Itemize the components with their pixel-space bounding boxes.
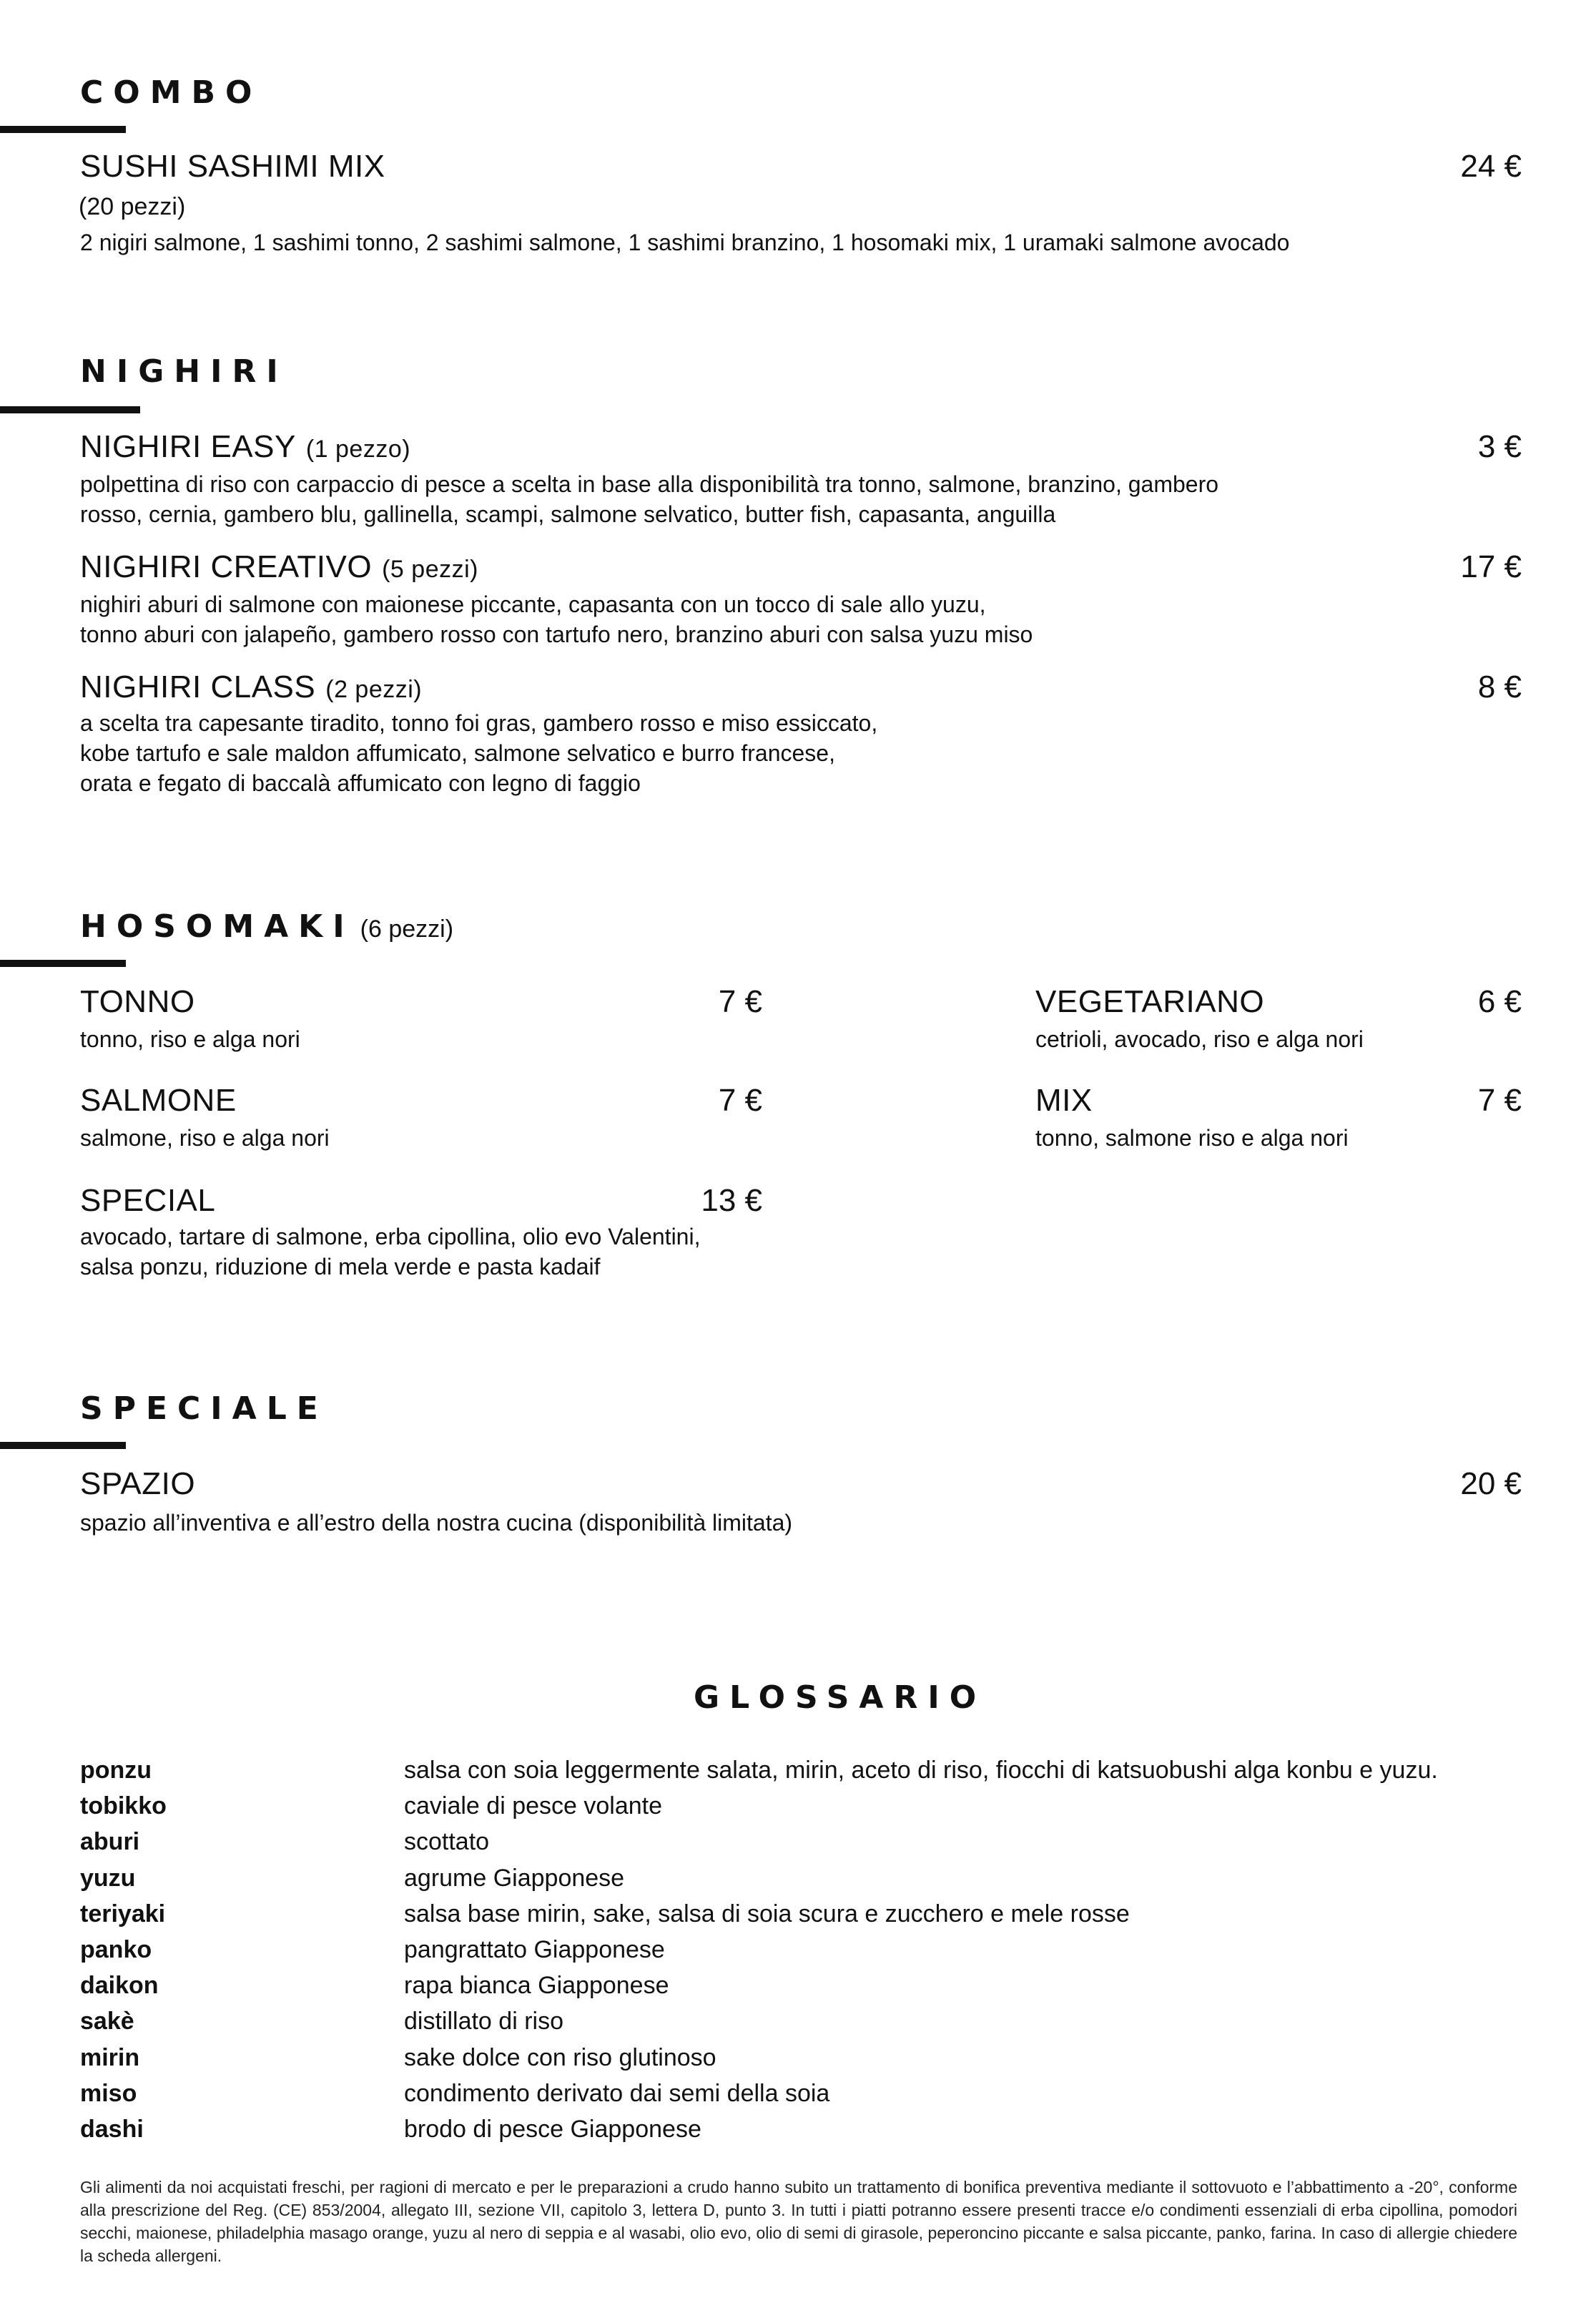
glossary-definition: pangrattato Giapponese <box>404 1936 665 1963</box>
menu-item-description: nighiri aburi di salmone con maionese piccante, capasanta con un tocco di sale allo yuzu, tonno aburi con jalapeño, gambero rosso con tartufo nero, branzino aburi con salsa yuzu miso <box>80 591 1033 647</box>
menu-item-price: 7 € <box>1477 1083 1522 1118</box>
menu-item-description: 2 nigiri salmone, 1 sashimi tonno, 2 sashimi salmone, 1 sashimi branzino, 1 hosomaki mix, 1 uramaki salmone avocado <box>80 230 1290 255</box>
glossary-definition: agrume Giapponese <box>404 1865 625 1892</box>
menu-item-name: NIGHIRI CREATIVO (5 pezzi) <box>80 549 478 584</box>
glossary-definition: sake dolce con riso glutinoso <box>404 2044 716 2071</box>
menu-item-price: 7 € <box>718 1083 762 1118</box>
section-title-combo: COMBO <box>80 74 262 111</box>
glossary-definition: caviale di pesce volante <box>404 1792 663 1820</box>
menu-item-description: polpettina di riso con carpaccio di pesce a scelta in base alla disponibilità tra tonno, salmone, branzino, gambero rosso, cernia, gambero blu, gallinella, scampi, salmone selvatico, butter fish, capasanta, anguilla <box>80 471 1219 527</box>
glossary-term: aburi <box>80 1828 140 1855</box>
menu-item-price: 17 € <box>1460 549 1522 584</box>
glossary-term: dashi <box>80 2116 144 2143</box>
menu-item-description: spazio all’inventiva e all’estro della nostra cucina (disponibilità limitata) <box>80 1510 793 1536</box>
section-note: (6 pezzi) <box>360 915 454 943</box>
menu-item-name: SALMONE <box>80 1083 237 1118</box>
menu-item-pieces: (20 pezzi) <box>79 193 186 220</box>
glossary-term: teriyaki <box>80 1900 166 1928</box>
menu-item-price: 24 € <box>1460 149 1522 184</box>
glossary-term: ponzu <box>80 1757 152 1784</box>
section-title-speciale: SPECIALE <box>80 1390 328 1427</box>
section-title-hosomaki: HOSOMAKI (6 pezzi) <box>80 908 454 945</box>
glossary-term: yuzu <box>80 1865 136 1892</box>
menu-item-price: 13 € <box>701 1183 762 1218</box>
glossary-term: miso <box>80 2080 137 2107</box>
menu-item-name: VEGETARIANO <box>1035 984 1265 1019</box>
menu-item-price: 20 € <box>1460 1466 1522 1501</box>
menu-item-description: tonno, riso e alga nori <box>80 1026 300 1052</box>
allergen-disclaimer: Gli alimenti da noi acquistati freschi, per ragioni di mercato e per le preparazioni a crudo hanno subito un trattamento di bonifica preventiva mediante il sottovuoto e l’abbattimento a -20°, conforme alla prescrizione del Reg. (CE) 853/2004, allegato III, sezione VII, capitolo 3, lettera D, punto 3. In tutti i piatti potranno essere presenti tracce e/o condimenti essenziali di erba cipollina, pomodori secchi, maionese, philadelphia masago orange, yuzu al nero di seppia e al wasabi, olio evo, olio di semi di girasole, peperoncino piccante e salsa piccante, panko, farina. In caso di allergie chiedere la scheda allergeni. <box>80 2178 1517 2265</box>
glossary-definition: brodo di pesce Giapponese <box>404 2116 701 2143</box>
menu-item-name: SPECIAL <box>80 1183 216 1218</box>
menu-item-name: NIGHIRI EASY (1 pezzo) <box>80 429 411 464</box>
menu-item-price: 6 € <box>1477 984 1522 1019</box>
menu-item-name: SUSHI SASHIMI MIX <box>80 149 385 184</box>
glossary-definition: scottato <box>404 1828 490 1855</box>
menu-item-description: tonno, salmone riso e alga nori <box>1035 1125 1349 1151</box>
menu-item-name: SPAZIO <box>80 1466 196 1501</box>
glossary-definition: salsa con soia leggermente salata, mirin, aceto di riso, fiocchi di katsuobushi alga konbu e yuzu. <box>404 1757 1438 1784</box>
menu-item-description: cetrioli, avocado, riso e alga nori <box>1035 1026 1364 1052</box>
menu-item-price: 7 € <box>718 984 762 1019</box>
menu-item-price: 8 € <box>1477 669 1522 704</box>
section-title-nighiri: NIGHIRI <box>80 353 288 390</box>
menu-item-name: MIX <box>1035 1083 1093 1118</box>
glossary-definition: rapa bianca Giapponese <box>404 1972 669 1999</box>
glossary-term: panko <box>80 1936 152 1963</box>
menu-item-name: NIGHIRI CLASS (2 pezzi) <box>80 669 423 704</box>
menu-item-price: 3 € <box>1477 429 1522 464</box>
glossary-definition: condimento derivato dai semi della soia <box>404 2080 830 2107</box>
glossary-definition: salsa base mirin, sake, salsa di soia scura e zucchero e mele rosse <box>404 1900 1130 1928</box>
menu-item-description: salmone, riso e alga nori <box>80 1125 330 1151</box>
menu-item-description: a scelta tra capesante tiradito, tonno foi gras, gambero rosso e miso essiccato, kobe tartufo e sale maldon affumicato, salmone selvatico e burro francese, orata e fegato di baccalà affumicato con legno di faggio <box>80 710 878 796</box>
glossary-term: daikon <box>80 1972 159 1999</box>
section-divider <box>0 1442 126 1449</box>
section-divider <box>0 406 140 413</box>
section-title-glossario: GLOSSARIO <box>694 1679 987 1716</box>
section-divider <box>0 960 126 967</box>
glossary-term: sakè <box>80 2008 134 2035</box>
glossary-term: mirin <box>80 2044 140 2071</box>
glossary-definition: distillato di riso <box>404 2008 563 2035</box>
section-divider <box>0 126 126 133</box>
menu-item-description: avocado, tartare di salmone, erba cipollina, olio evo Valentini, salsa ponzu, riduzione di mela verde e pasta kadaif <box>80 1224 701 1280</box>
glossary-term: tobikko <box>80 1792 167 1820</box>
menu-item-name: TONNO <box>80 984 195 1019</box>
